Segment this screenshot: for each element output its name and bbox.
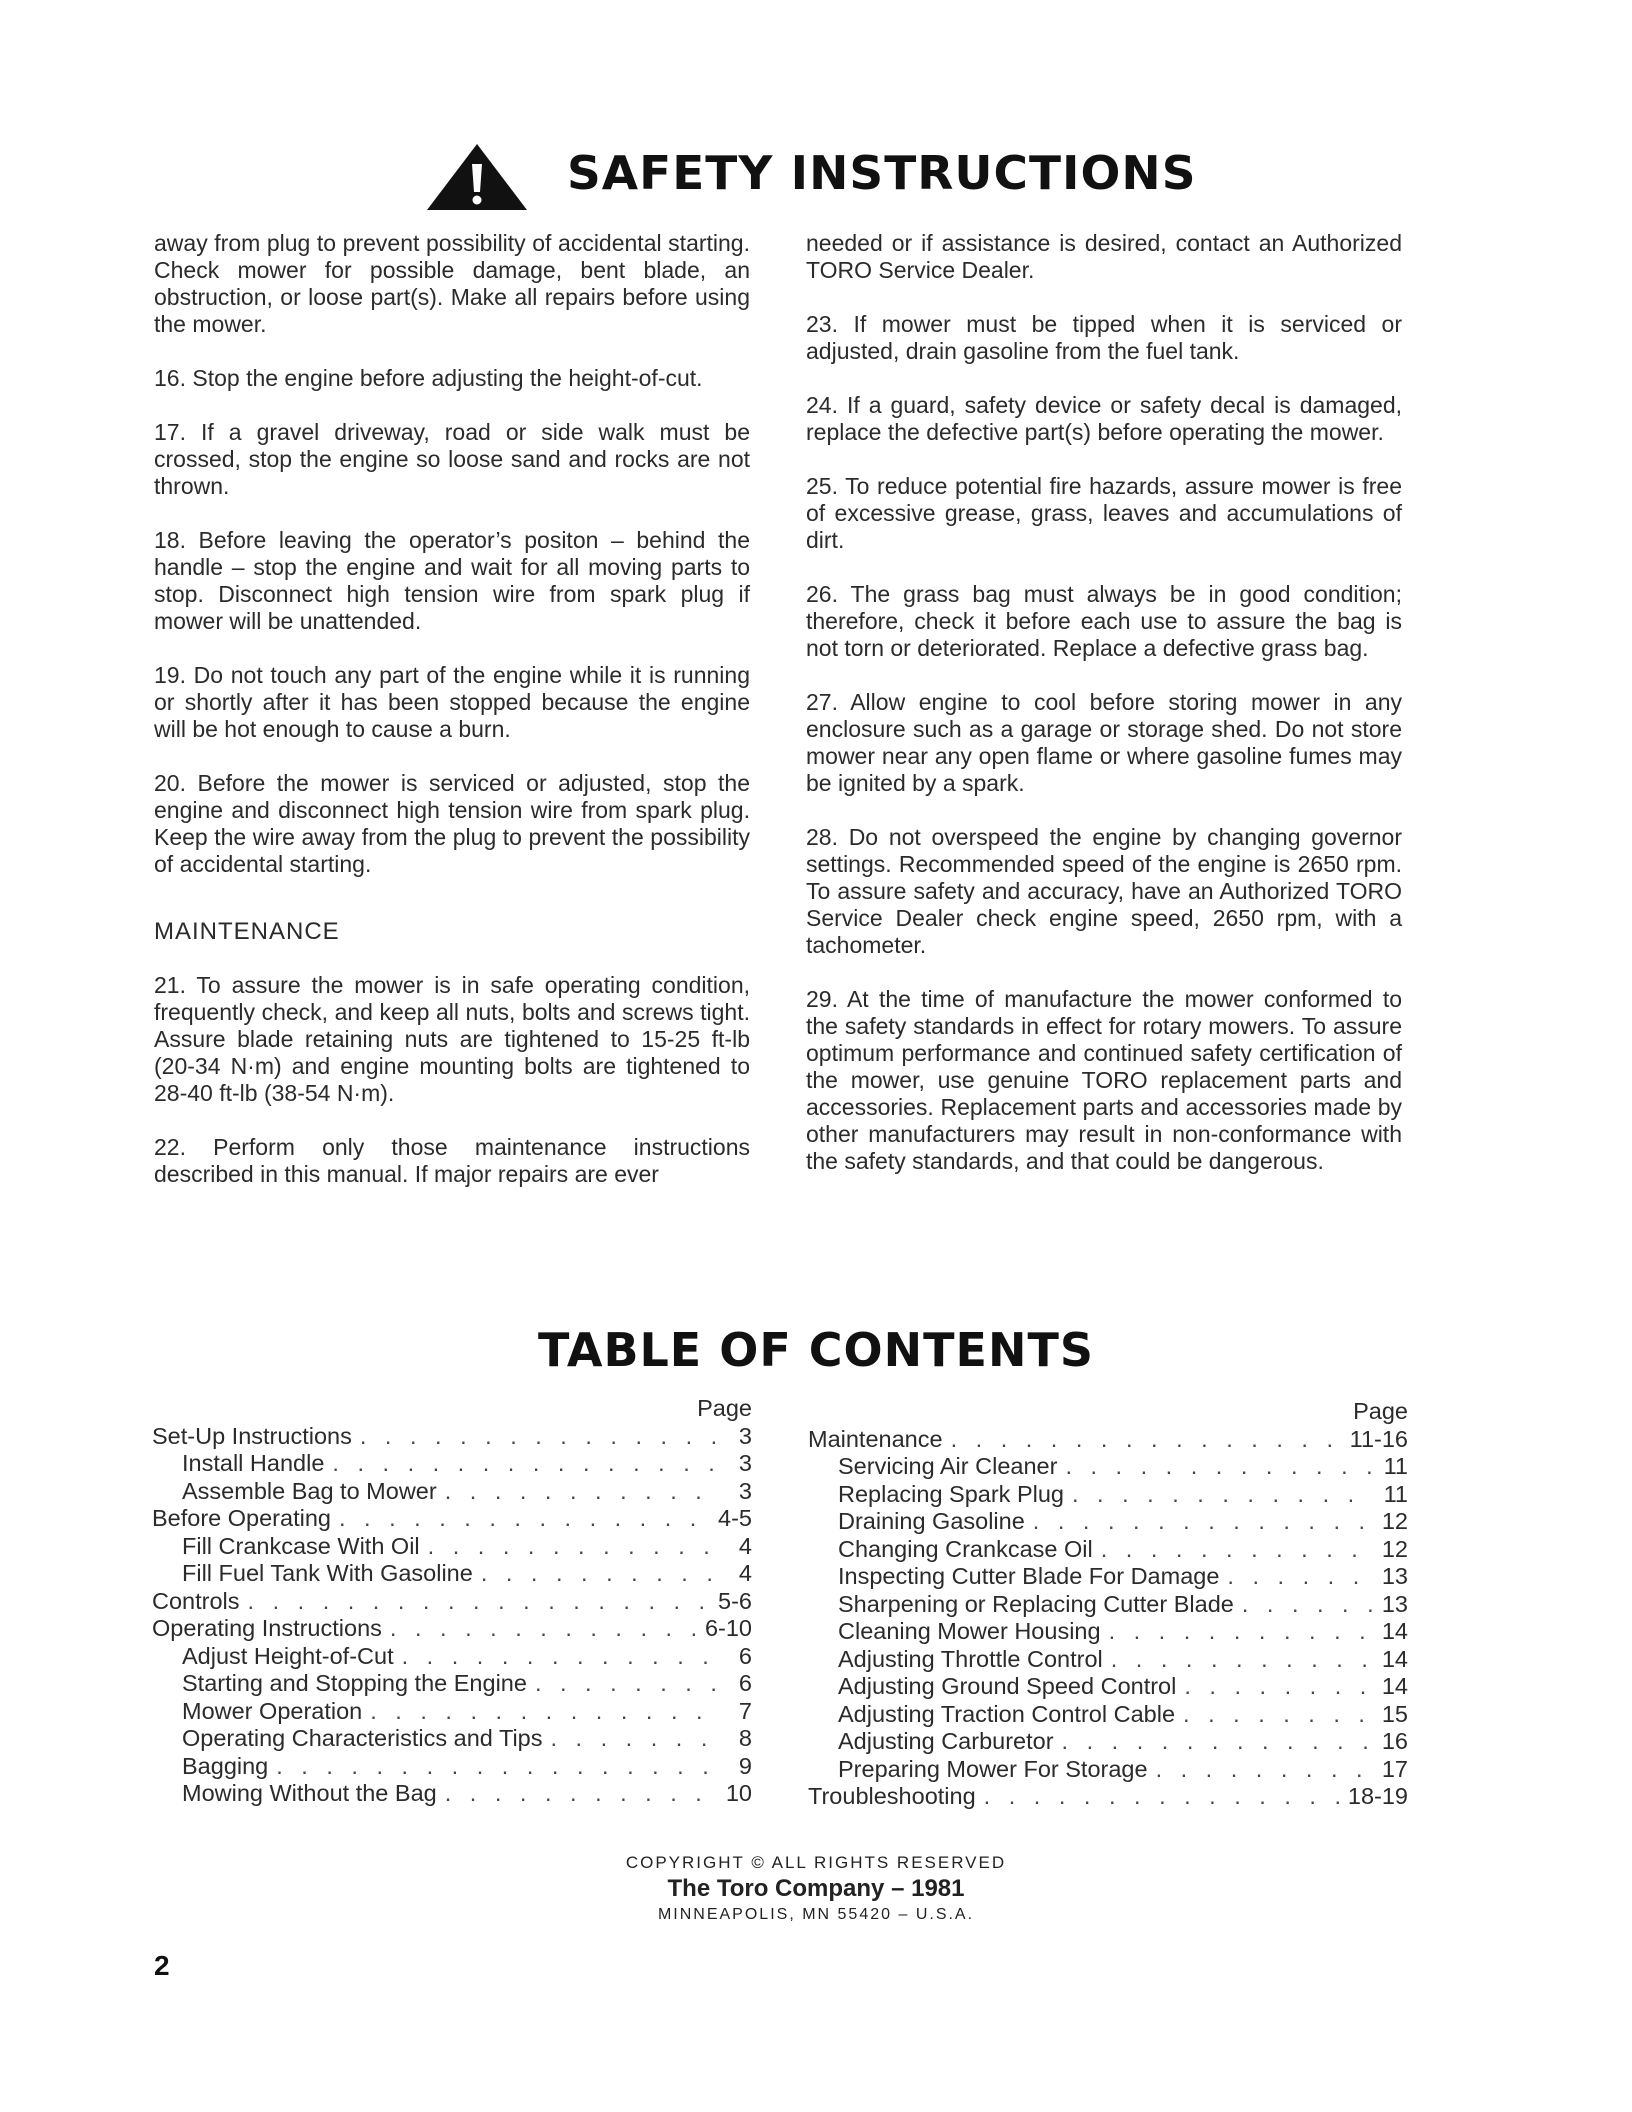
toc-entry-label: Mower Operation	[182, 1697, 363, 1724]
toc-entry	[152, 1643, 752, 1671]
toc-leader-dots	[473, 1560, 716, 1588]
toc-entry-page: 12	[1381, 1508, 1408, 1534]
toc-leader-dots	[331, 1505, 712, 1533]
toc-leader-dots	[1057, 1453, 1372, 1481]
toc-leader-dots	[437, 1478, 716, 1506]
toc-entry-page: 6-10	[704, 1615, 752, 1641]
paragraph-26: 26. The grass bag must always be in good condition; therefore, check it before each use to assure the bag is not torn or deteriorated. Replace a defective grass bag.	[806, 581, 1402, 661]
toc-right-list	[808, 1426, 1408, 1811]
toc-leader-dots	[527, 1670, 716, 1698]
toc-entry	[152, 1423, 752, 1451]
toc-entry	[808, 1563, 1408, 1591]
paragraph-17: 17. If a gravel driveway, road or side walk must be crossed, stop the engine so loose sand and rocks are not thrown.	[154, 419, 750, 499]
toc-leader-dots	[352, 1423, 716, 1451]
paragraph-29: 29. At the time of manufacture the mower conformed to the safety standards in effect for rotary mowers. To assure optimum performance and continued safety certification of the mower, use genuine TORO replacement parts and accessories. Replacement parts and accessories made by other manufacturers may result in non-conformance with the safety standards, and that could be dangerous.	[806, 986, 1402, 1174]
toc-leader-dots	[1054, 1728, 1372, 1756]
toc-leader-dots	[1103, 1646, 1372, 1674]
toc-leader-dots	[240, 1588, 713, 1616]
toc-entry-label: Adjusting Throttle Control	[838, 1645, 1103, 1672]
toc-entry-label: Draining Gasoline	[838, 1508, 1025, 1534]
toc-entry-page: 13	[1381, 1563, 1408, 1589]
toc-entry	[152, 1780, 752, 1808]
toc-entry	[808, 1673, 1408, 1701]
toc-entry-label: Fill Fuel Tank With Gasoline	[182, 1560, 473, 1586]
toc-entry	[808, 1783, 1408, 1811]
toc-entry-label: Maintenance	[808, 1425, 943, 1452]
toc-entry-label: Changing Crankcase Oil	[838, 1535, 1093, 1562]
toc-entry-label: Adjusting Carburetor	[838, 1728, 1054, 1754]
toc-entry-label: Adjusting Traction Control Cable	[838, 1700, 1176, 1727]
toc-entry-label: Fill Crankcase With Oil	[182, 1532, 420, 1559]
toc-left-list	[152, 1423, 752, 1808]
copyright-line: COPYRIGHT © ALL RIGHTS RESERVED	[625, 1853, 1007, 1872]
toc-entry	[152, 1670, 752, 1698]
paragraph-22: 22. Perform only those maintenance instructions described in this manual. If major repairs are ever	[154, 1134, 750, 1187]
company-name: The Toro Company – 1981	[667, 1875, 965, 1902]
toc-entry-label: Set-Up Instructions	[152, 1422, 352, 1449]
maintenance-heading: MAINTENANCE	[154, 918, 340, 945]
paragraph-25: 25. To reduce potential fire hazards, assure mower is free of excessive grease, grass, leaves and accumulations of dirt.	[806, 473, 1402, 553]
toc-entry-label: Adjusting Ground Speed Control	[838, 1673, 1177, 1699]
toc-entry-page: 3	[738, 1450, 752, 1476]
safety-title: SAFETY INSTRUCTIONS	[567, 146, 1197, 200]
toc-right-column	[808, 1398, 1408, 1811]
toc-entry	[152, 1478, 752, 1506]
toc-leader-dots	[1064, 1481, 1372, 1509]
toc-entry	[152, 1450, 752, 1478]
toc-entry	[808, 1481, 1408, 1509]
toc-entry-page: 5-6	[718, 1587, 752, 1614]
company-address: MINNEAPOLIS, MN 55420 – U.S.A.	[657, 1906, 975, 1923]
toc-entry	[808, 1728, 1408, 1756]
toc-leader-dots	[268, 1753, 716, 1781]
toc-entry-page: 6	[738, 1670, 752, 1696]
toc-left-column	[152, 1395, 752, 1808]
toc-entry-label: Cleaning Mower Housing	[838, 1618, 1101, 1644]
paragraph-27: 27. Allow engine to cool before storing mower in any enclosure such as a garage or storage shed. Do not store mower near any open flame or where gasoline fumes may be ignited by a spark.	[806, 689, 1402, 796]
toc-leader-dots	[1175, 1701, 1372, 1729]
toc-entry-label: Controls	[152, 1587, 240, 1614]
toc-entry-label: Bagging	[182, 1752, 269, 1779]
toc-leader-dots	[1148, 1756, 1372, 1784]
toc-entry-page: 11-16	[1349, 1425, 1408, 1452]
paragraph-24: 24. If a guard, safety device or safety decal is damaged, replace the defective part(s) before operating the mower.	[806, 392, 1402, 445]
toc-entry	[808, 1646, 1408, 1674]
left-column	[154, 230, 750, 1215]
toc-entry-page: 14	[1381, 1618, 1408, 1644]
toc-leader-dots	[437, 1780, 716, 1808]
toc-entry	[808, 1426, 1408, 1454]
toc-entry	[152, 1698, 752, 1726]
paragraph-19: 19. Do not touch any part of the engine while it is running or shortly after it has been stopped because the engine will be hot enough to cause a burn.	[154, 662, 750, 742]
toc-entry	[808, 1618, 1408, 1646]
toc-entry	[152, 1753, 752, 1781]
toc-entry-label: Adjust Height-of-Cut	[182, 1642, 394, 1669]
paragraph-16: 16. Stop the engine before adjusting the height-of-cut.	[154, 365, 703, 391]
toc-entry	[808, 1453, 1408, 1481]
paragraph-21: 21. To assure the mower is in safe operating condition, frequently check, and keep all nuts, bolts and screws tight. Assure blade retaining nuts are tightened to 15-25 ft-lb (20-34 N·m) and engine mounting bolts are tightened to 28-40 ft-lb (38-54 N·m).	[154, 972, 750, 1106]
toc-entry	[152, 1533, 752, 1561]
copyright-block	[0, 1852, 1632, 1926]
toc-entry-page: 14	[1381, 1673, 1408, 1699]
toc-entry-page: 8	[738, 1725, 752, 1751]
paragraph-18: 18. Before leaving the operator’s positon – behind the handle – stop the engine and wait for all moving parts to stop. Disconnect high tension wire from spark plug if mower will be unattended.	[154, 527, 750, 634]
toc-leader-dots	[1176, 1673, 1372, 1701]
toc-leader-dots	[1234, 1591, 1372, 1619]
toc-entry-page: 6	[738, 1642, 752, 1669]
toc-entry-label: Inspecting Cutter Blade For Damage	[838, 1563, 1220, 1589]
toc-leader-dots	[943, 1426, 1344, 1454]
toc-entry	[808, 1536, 1408, 1564]
toc-entry-page: 12	[1381, 1535, 1408, 1562]
toc-entry-label: Starting and Stopping the Engine	[182, 1670, 527, 1696]
toc-entry	[808, 1591, 1408, 1619]
toc-entry-page: 11	[1383, 1453, 1408, 1479]
toc-leader-dots	[1093, 1536, 1372, 1564]
toc-entry-label: Before Operating	[152, 1505, 331, 1531]
toc-entry	[152, 1615, 752, 1643]
toc-entry-label: Operating Characteristics and Tips	[182, 1725, 543, 1751]
toc-entry-page: 3	[738, 1477, 752, 1504]
toc-entry	[152, 1560, 752, 1588]
toc-entry-label: Troubleshooting	[808, 1783, 976, 1809]
toc-entry-page: 18-19	[1347, 1783, 1408, 1809]
toc-entry	[152, 1588, 752, 1616]
toc-leader-dots	[324, 1450, 716, 1478]
toc-entry-page: 17	[1381, 1755, 1408, 1782]
toc-page-label: Page	[697, 1395, 752, 1421]
toc-entry-label: Sharpening or Replacing Cutter Blade	[838, 1590, 1234, 1617]
toc-entry	[152, 1725, 752, 1753]
toc-entry-page: 14	[1381, 1645, 1408, 1672]
toc-entry	[808, 1701, 1408, 1729]
toc-entry-page: 10	[725, 1780, 752, 1806]
toc-entry-page: 7	[738, 1697, 752, 1724]
toc-title: TABLE OF CONTENTS	[538, 1323, 1094, 1377]
toc-entry-page: 3	[738, 1422, 752, 1449]
toc-page-label: Page	[1353, 1398, 1408, 1424]
toc-leader-dots	[1101, 1618, 1372, 1646]
toc-leader-dots	[382, 1615, 699, 1643]
toc-entry-page: 13	[1381, 1590, 1408, 1617]
toc-entry-label: Install Handle	[182, 1450, 325, 1476]
toc-leader-dots	[976, 1783, 1342, 1811]
right-column	[806, 230, 1402, 1202]
toc-entry-label: Servicing Air Cleaner	[838, 1453, 1058, 1479]
toc-entry-label: Mowing Without the Bag	[182, 1780, 437, 1806]
toc-entry-page: 4-5	[718, 1505, 752, 1531]
toc-entry	[808, 1756, 1408, 1784]
paragraph-20: 20. Before the mower is serviced or adjusted, stop the engine and disconnect high tension wire from spark plug. Keep the wire away from the plug to prevent the possibility of accidental starting.	[154, 770, 750, 877]
toc-leader-dots	[1025, 1508, 1372, 1536]
toc-entry	[152, 1505, 752, 1533]
toc-entry-label: Operating Instructions	[152, 1615, 382, 1641]
paragraph-28: 28. Do not overspeed the engine by changing governor settings. Recommended speed of the engine is 2650 rpm. To assure safety and accuracy, have an Authorized TORO Service Dealer check engine speed, 2650 rpm, with a tachometer.	[806, 824, 1402, 958]
toc-entry	[808, 1508, 1408, 1536]
toc-leader-dots	[543, 1725, 717, 1753]
toc-entry-label: Preparing Mower For Storage	[838, 1755, 1148, 1782]
safety-header	[0, 140, 1632, 220]
toc-entry-page: 15	[1381, 1700, 1408, 1727]
paragraph-23: 23. If mower must be tipped when it is serviced or adjusted, drain gasoline from the fuel tank.	[806, 311, 1402, 364]
toc-leader-dots	[362, 1698, 716, 1726]
page-number: 2	[154, 1950, 170, 1981]
toc-entry-page: 11	[1383, 1480, 1408, 1507]
paragraph-continued: away from plug to prevent possibility of accidental starting. Check mower for possible damage, bent blade, an obstruction, or loose part(s). Make all repairs before using the mower.	[154, 230, 750, 337]
toc-entry-label: Assemble Bag to Mower	[182, 1477, 437, 1504]
toc-leader-dots	[394, 1643, 716, 1671]
toc-entry-page: 9	[738, 1752, 752, 1779]
toc-entry-page: 4	[738, 1560, 752, 1586]
toc-leader-dots	[1219, 1563, 1372, 1591]
toc-entry-label: Replacing Spark Plug	[838, 1480, 1064, 1507]
toc-leader-dots	[420, 1533, 716, 1561]
paragraph-22-continued: needed or if assistance is desired, contact an Authorized TORO Service Dealer.	[806, 230, 1402, 283]
warning-triangle-icon	[423, 142, 531, 212]
toc-entry-page: 16	[1381, 1728, 1408, 1754]
toc-entry-page: 4	[738, 1532, 752, 1559]
